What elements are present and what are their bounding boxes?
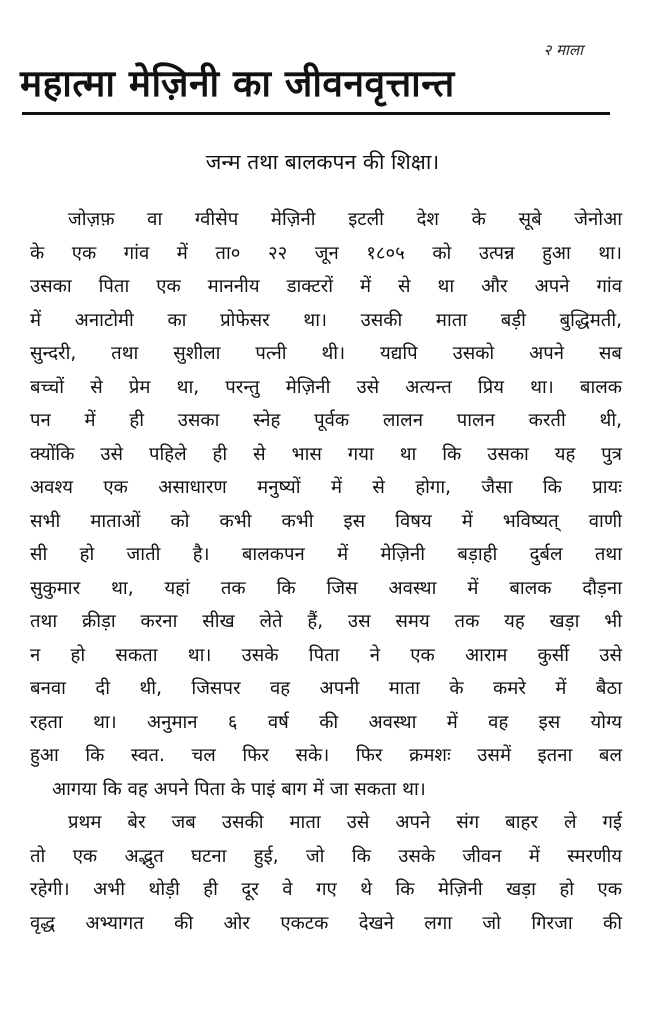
text-line: क्योंकि उसे पहिले ही से भास गया था कि उसका यह पुत्र — [30, 443, 622, 465]
text-line: न हो सकता था। उसके पिता ने एक आराम कुर्सी उसे — [30, 644, 622, 666]
text-line: तो एक अद्भुत घटना हुई, जो कि उसके जीवन में स्मरणीय — [30, 845, 622, 867]
title-underline — [22, 112, 610, 115]
text-line: सुन्दरी, तथा सुशीला पत्नी थी। यद्यपि उसको अपने सब — [30, 343, 622, 364]
text-line: आगया कि वह अपने पिता के पाइं बाग में जा सकता था। — [52, 778, 426, 800]
text-line: बनवा दी थी, जिसपर वह अपनी माता के कमरे में बैठा — [30, 678, 622, 699]
page-number-mark: २ माला — [543, 41, 583, 59]
text-line: हुआ कि स्वत. चल फिर सके। फिर क्रमशः उसमें इतना बल — [30, 745, 622, 766]
text-line: सुकुमार था, यहां तक कि जिस अवस्था में बालक दौड़ना — [30, 577, 622, 599]
text-line: बच्चों से प्रेम था, परन्तु मेज़िनी उसे अत्यन्त प्रिय था। बालक — [30, 376, 622, 398]
text-line: जोज़फ़ वा ग्वीसेप मेज़िनी इटली देश के सूबे जेनोआ — [68, 209, 622, 230]
text-line: अवश्य एक असाधारण मनुष्यों में से होगा, जैसा कि प्रायः — [30, 477, 622, 498]
text-line: में अनाटोमी का प्रोफेसर था। उसकी माता बड़ी बुद्धिमती, — [30, 309, 622, 331]
body-paragraphs — [30, 203, 622, 940]
text-line: तथा क्रीड़ा करना सीख लेते हैं, उस समय तक यह खड़ा भी — [30, 611, 622, 632]
text-line: के एक गांव में ता० २२ जून १८०५ को उत्पन्न हुआ था। — [30, 242, 622, 264]
text-line: पन में ही उसका स्नेह पूर्वक लालन पालन करती थी, — [30, 410, 622, 431]
chapter-heading: जन्म तथा बालकपन की शिक्षा। — [205, 150, 440, 174]
text-line: सभी माताओं को कभी कभी इस विषय में भविष्यत् वाणी — [30, 510, 622, 532]
text-line: वृद्ध अभ्यागत की ओर एकटक देखने लगा जो गिरजा की — [30, 912, 622, 934]
text-line: प्रथम बेर जब उसकी माता उसे अपने संग बाहर ले गई — [68, 812, 622, 833]
text-line: रहता था। अनुमान ६ वर्ष की अवस्था में वह इस योग्य — [30, 711, 622, 733]
text-line: उसका पिता एक माननीय डाक्टरों में से था और अपने गांव — [30, 276, 622, 297]
text-line: रहेगी। अभी थोड़ी ही दूर वे गए थे कि मेज़िनी खड़ा हो एक — [30, 879, 622, 900]
page-title: महात्मा मेज़िनी का जीवनवृत्तान्त — [20, 62, 455, 105]
text-line: सी हो जाती है। बालकपन में मेज़िनी बड़ाही दुर्बल तथा — [30, 544, 622, 565]
